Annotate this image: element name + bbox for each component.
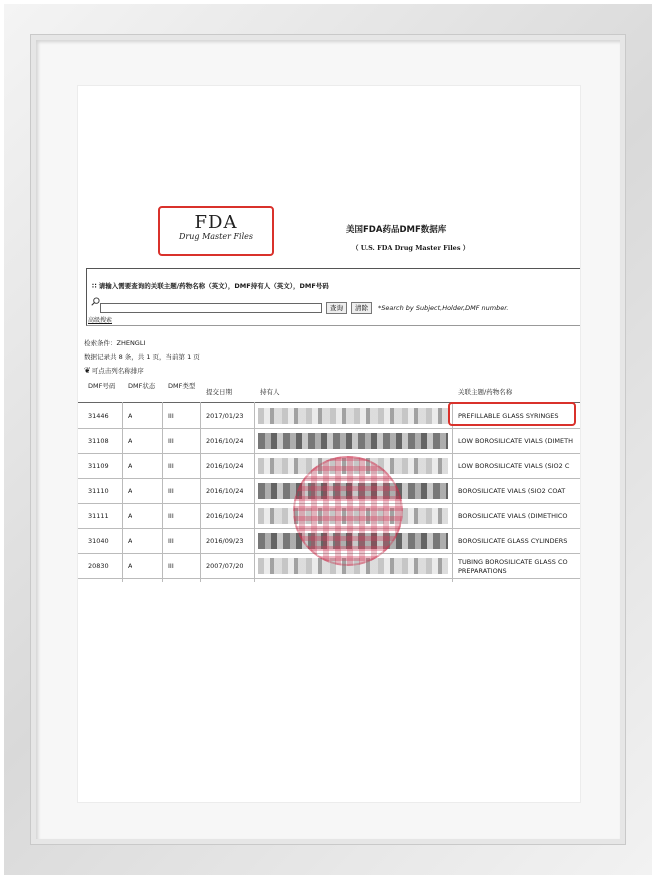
cell-type: III <box>168 412 174 420</box>
search-button[interactable]: 查询 <box>326 302 347 314</box>
redacted-holder <box>258 433 448 449</box>
sort-icon: ❦ <box>84 366 91 375</box>
column-divider <box>452 402 453 582</box>
header-type[interactable]: DMF类型 <box>168 382 196 390</box>
header-holder[interactable]: 持有人 <box>260 388 280 396</box>
cell-type: III <box>168 462 174 470</box>
cell-subject: TUBING BOROSILICATE GLASS CO <box>458 558 568 566</box>
cell-dmf-no[interactable]: 31110 <box>88 487 109 495</box>
search-icon <box>91 297 100 306</box>
cell-dmf-no[interactable]: 31111 <box>88 512 109 520</box>
cell-date: 2017/01/23 <box>206 412 244 420</box>
cell-status: A <box>128 462 133 470</box>
search-hint: *Search by Subject,Holder,DMF number. <box>378 304 509 312</box>
cell-status: A <box>128 412 133 420</box>
cell-status: A <box>128 512 133 520</box>
cell-dmf-no[interactable]: 31040 <box>88 537 109 545</box>
database-title: 美国FDA药品DMF数据库 <box>346 225 447 235</box>
search-criteria: 检索条件：ZHENGLI <box>84 339 146 347</box>
sort-hint-text: 可点击列名称排序 <box>91 367 144 375</box>
redacted-seal <box>293 456 403 566</box>
cell-status: A <box>128 487 133 495</box>
cell-dmf-no[interactable]: 31108 <box>88 437 109 445</box>
cell-date: 2007/07/20 <box>206 562 244 570</box>
cell-subject: LOW BOROSILICATE VIALS (SIO2 C <box>458 462 570 470</box>
cell-status: A <box>128 562 133 570</box>
search-input[interactable] <box>100 303 322 313</box>
cell-date: 2016/10/24 <box>206 487 244 495</box>
cell-subject: BOROSILICATE VIALS (DIMETHICO <box>458 512 568 520</box>
cell-type: III <box>168 437 174 445</box>
sort-hint <box>84 366 144 375</box>
row-divider <box>78 578 580 579</box>
highlight-box <box>448 402 576 426</box>
cell-dmf-no[interactable]: 31446 <box>88 412 109 420</box>
search-prompt: ∷ 请输入需要查询的关联主题/药物名称（英文），DMF持有人（英文），DMF号码 <box>92 282 329 290</box>
cell-type: III <box>168 512 174 520</box>
advanced-search-link[interactable]: 高级搜索 <box>88 317 113 324</box>
header-subject[interactable]: 关联主题/药物名称 <box>458 388 513 396</box>
header-status[interactable]: DMF状态 <box>128 382 156 390</box>
document-sheet <box>78 86 580 802</box>
fda-logo-mark: FDA <box>194 212 238 233</box>
cell-subject: PREFILLABLE GLASS SYRINGES <box>458 412 559 420</box>
cell-dmf-no[interactable]: 31109 <box>88 462 109 470</box>
column-divider <box>122 402 123 582</box>
cell-date: 2016/10/24 <box>206 512 244 520</box>
cell-type: III <box>168 562 174 570</box>
cell-type: III <box>168 537 174 545</box>
redacted-holder <box>258 408 448 424</box>
cell-subject: BOROSILICATE GLASS CYLINDERS <box>458 537 568 545</box>
cell-subject: LOW BOROSILICATE VIALS (DIMETH <box>458 437 573 445</box>
search-panel <box>86 268 580 326</box>
cell-dmf-no[interactable]: 20830 <box>88 562 109 570</box>
header-date[interactable]: 提交日期 <box>206 388 232 396</box>
record-count: 数据记录共 8 条，共 1 页，当前第 1 页 <box>84 353 200 361</box>
column-divider <box>200 402 201 582</box>
database-subtitle: （ U.S. FDA Drug Master Files ） <box>352 244 470 252</box>
cell-date: 2016/10/24 <box>206 462 244 470</box>
clear-button[interactable]: 清除 <box>351 302 372 314</box>
cell-status: A <box>128 537 133 545</box>
cell-type: III <box>168 487 174 495</box>
cell-subject: BOROSILICATE VIALS (SIO2 COAT <box>458 487 566 495</box>
fda-logo-subtitle: Drug Master Files <box>179 232 253 241</box>
cell-date: 2016/09/23 <box>206 537 244 545</box>
table-row[interactable] <box>78 429 580 454</box>
header-dmf-no[interactable]: DMF号码 <box>88 382 116 390</box>
column-divider <box>254 402 255 582</box>
cell-status: A <box>128 437 133 445</box>
fda-logo <box>158 206 274 256</box>
cell-date: 2016/10/24 <box>206 437 244 445</box>
cell-subject-line2: PREPARATIONS <box>458 567 507 575</box>
column-divider <box>162 402 163 582</box>
